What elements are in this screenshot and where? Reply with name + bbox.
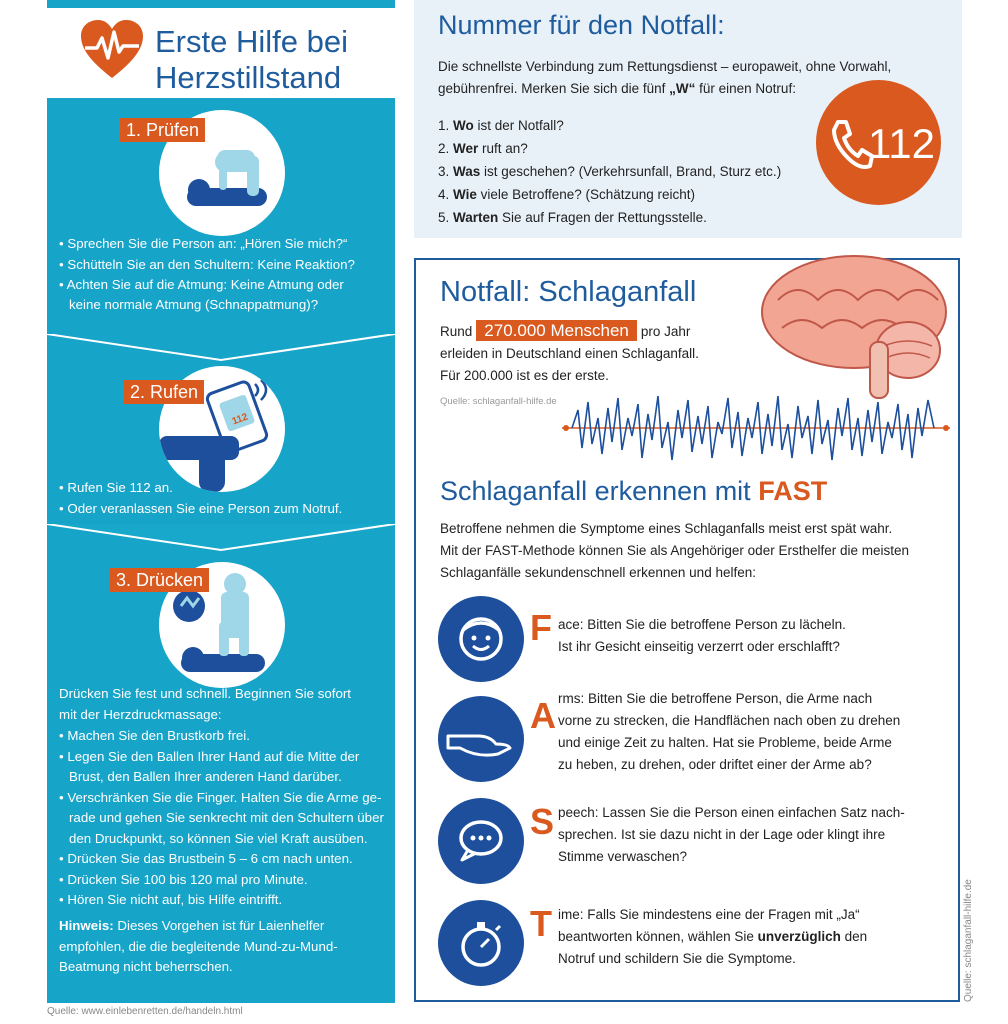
stat-line: erleiden in Deutschland einen Schlaganfall. xyxy=(440,346,699,361)
step-2-section xyxy=(47,334,395,524)
heart-pulse-icon xyxy=(79,18,145,80)
hint-note xyxy=(59,916,338,978)
left-source: Quelle: www.einlebenretten.de/handeln.html xyxy=(47,1006,243,1017)
list-item: • Drücken Sie 100 bis 120 mal pro Minute. xyxy=(59,870,353,891)
fast-intro xyxy=(440,518,950,584)
list-item: • Legen Sie den Ballen Ihrer Hand auf die Mitte der xyxy=(59,747,359,768)
hint-text: empfohlen, die die begleitende Mund-zu-Mund- xyxy=(59,938,338,954)
fast-text: beantworten können, wählen Sie xyxy=(558,929,758,944)
fast-text-emphasis: unverzüglich xyxy=(757,929,841,944)
intro-text: gebührenfrei. Merken Sie sich die fünf xyxy=(438,81,670,96)
list-item: • Rufen Sie 112 an. xyxy=(59,478,342,499)
intro-line: Mit der FAST-Methode können Sie als Angehöriger oder Ersthelfer die meisten xyxy=(440,543,909,558)
hint-text: Dieses Vorgehen ist für Laienhelfer xyxy=(113,918,325,933)
stat-text: pro Jahr xyxy=(640,324,691,339)
list-item xyxy=(438,114,781,137)
item-number: 4. xyxy=(438,187,454,202)
item-number: 2. xyxy=(438,141,454,156)
list-item xyxy=(438,137,781,160)
step-3-bullets-c xyxy=(59,849,353,911)
intro-line: mit der Herzdruckmassage: xyxy=(59,706,222,722)
fast-text-line: peech: Lassen Sie die Person einen einfachen Satz nach- xyxy=(558,805,905,820)
fast-letter-f: F xyxy=(530,607,552,648)
step-3-label: 3. Drücken xyxy=(110,568,209,592)
fast-letter-a: A xyxy=(530,695,556,736)
fast-arms-text xyxy=(558,688,928,776)
speech-bubble-icon xyxy=(438,798,524,884)
face-icon-circle xyxy=(438,596,524,682)
list-item: • Achten Sie auf die Atmung: Keine Atmung oder xyxy=(59,275,355,296)
list-item xyxy=(438,160,781,183)
step-3-intro xyxy=(59,684,351,725)
fast-speech-text xyxy=(558,802,928,868)
emergency-number-section xyxy=(414,0,962,238)
list-item xyxy=(438,206,781,229)
left-column xyxy=(47,0,395,1003)
intro-text: für einen Notruf: xyxy=(695,81,796,96)
fast-text-line: und einige Zeit zu halten. Hat sie Probleme, beide Arme xyxy=(558,735,892,750)
list-item: • Drücken Sie das Brustbein 5 – 6 cm nach unten. xyxy=(59,849,353,870)
list-item-line: den Druckpunkt, so können Sie viel Kraft ausüben. xyxy=(69,830,368,846)
brain-wave-line xyxy=(562,388,952,468)
step-1-bullets xyxy=(59,234,355,296)
stroke-stat xyxy=(440,320,699,387)
fast-text-line: rms: Bitten Sie die betroffene Person, die Arme nach xyxy=(558,691,873,706)
item-keyword: Wie xyxy=(453,187,477,202)
smiley-face-icon xyxy=(438,596,524,682)
item-text: ist geschehen? (Verkehrsunfall, Brand, Sturz etc.) xyxy=(480,164,782,179)
item-keyword: Was xyxy=(453,164,481,179)
stroke-source: Quelle: schlaganfall-hilfe.de xyxy=(440,396,557,407)
fast-letter-s: S xyxy=(530,801,555,842)
item-keyword: Wer xyxy=(453,141,479,156)
speech-icon-circle xyxy=(438,798,524,884)
fast-text-line: ime: Falls Sie mindestens eine der Fragen mit „Ja“ xyxy=(558,907,860,922)
list-item: • Verschränken Sie die Finger. Halten Sie die Arme ge- xyxy=(59,788,382,809)
list-item: • Machen Sie den Brustkorb frei. xyxy=(59,726,359,747)
page-title xyxy=(155,24,348,96)
list-item-line: rade und gehen Sie senkrecht mit den Schultern über xyxy=(69,810,384,825)
vertical-source: Quelle: schlaganfall-hilfe.de xyxy=(963,879,974,1002)
stroke-heading: Notfall: Schlaganfall xyxy=(440,276,697,308)
fast-text-line: Ist ihr Gesicht einseitig verzerrt oder erschlafft? xyxy=(558,639,840,654)
fast-text-line: zu heben, zu drehen, oder driftet einer der Arme ab? xyxy=(558,757,872,772)
item-text: viele Betroffene? (Schätzung reicht) xyxy=(476,187,696,202)
stat-highlight: 270.000 Menschen xyxy=(476,320,637,341)
intro-line: Die schnellste Verbindung zum Rettungsdienst – europaweit, ohne Vorwahl, xyxy=(438,59,892,74)
item-text: ist der Notfall? xyxy=(473,118,564,133)
open-hand-icon xyxy=(438,696,524,782)
list-item-continuation xyxy=(69,808,384,849)
stat-text: Rund xyxy=(440,324,473,339)
item-number: 1. xyxy=(438,118,454,133)
w-highlight: „W“ xyxy=(669,81,696,96)
list-item: • Sprechen Sie die Person an: „Hören Sie mich?“ xyxy=(59,234,355,255)
intro-line: Drücken Sie fest und schnell. Beginnen Sie sofort xyxy=(59,686,351,701)
fast-text: den xyxy=(840,929,868,944)
stroke-box xyxy=(414,258,960,1002)
step-1-section xyxy=(47,98,395,334)
brain-icon xyxy=(758,250,958,400)
item-number: 3. xyxy=(438,164,454,179)
emergency-number-badge xyxy=(816,80,941,205)
emergency-number: 112 xyxy=(868,120,935,167)
fast-text-line: vorne zu strecken, die Handflächen nach oben zu drehen xyxy=(558,713,901,728)
fast-letter-t: T xyxy=(530,903,552,944)
list-item: • Hören Sie nicht auf, bis Hilfe eintrifft. xyxy=(59,890,353,911)
fast-heading-acronym: FAST xyxy=(758,476,828,506)
phone-display-number: 112 xyxy=(230,411,250,428)
fast-heading xyxy=(440,476,827,507)
step-2-bullets xyxy=(59,478,342,519)
item-text: ruft an? xyxy=(478,141,528,156)
fast-heading-text: Schlaganfall erkennen mit xyxy=(440,476,759,506)
fast-text-line: Stimme verwaschen? xyxy=(558,849,688,864)
arms-icon-circle xyxy=(438,696,524,782)
five-w-list xyxy=(438,114,781,229)
time-icon-circle xyxy=(438,900,524,986)
fast-text-line: sprechen. Ist sie dazu nicht in der Lage oder klingt ihre xyxy=(558,827,886,842)
list-item-continuation: keine normale Atmung (Schnappatmung)? xyxy=(69,297,319,312)
title-line-2: Herzstillstand xyxy=(155,60,342,95)
fast-text-line: ace: Bitten Sie die betroffene Person zu lächeln. xyxy=(558,617,846,632)
step-2-label: 2. Rufen xyxy=(124,380,204,404)
fast-face-text xyxy=(558,614,928,658)
item-keyword: Warten xyxy=(453,210,499,225)
list-item: • Schütteln Sie an den Schultern: Keine Reaktion? xyxy=(59,255,355,276)
item-text: Sie auf Fragen der Rettungsstelle. xyxy=(498,210,707,225)
intro-line: Schlaganfälle sekundenschnell erkennen und helfen: xyxy=(440,565,756,580)
title-line-1: Erste Hilfe bei xyxy=(155,24,348,59)
intro-line: Betroffene nehmen die Symptome eines Schlaganfalls meist erst spät wahr. xyxy=(440,521,893,536)
list-item: • Oder veranlassen Sie eine Person zum Notruf. xyxy=(59,499,342,520)
hint-text: Beatmung nicht beherrschen. xyxy=(59,959,233,974)
item-keyword: Wo xyxy=(453,118,474,133)
fast-text-line: Notruf und schildern Sie die Symptome. xyxy=(558,951,796,966)
list-item-continuation: Brust, den Ballen Ihrer anderen Hand darüber. xyxy=(69,769,342,784)
title-box xyxy=(47,8,395,98)
fast-time-text xyxy=(558,904,928,970)
emergency-heading: Nummer für den Notfall: xyxy=(438,10,725,40)
stopwatch-icon xyxy=(438,900,524,986)
list-item xyxy=(438,183,781,206)
hint-label: Hinweis: xyxy=(59,918,114,933)
step-3-section xyxy=(47,524,395,1003)
item-number: 5. xyxy=(438,210,454,225)
step-3-bullets-b xyxy=(59,788,382,809)
stat-line: Für 200.000 ist es der erste. xyxy=(440,368,609,383)
step-1-label: 1. Prüfen xyxy=(120,118,205,142)
step-3-bullets xyxy=(59,726,359,767)
